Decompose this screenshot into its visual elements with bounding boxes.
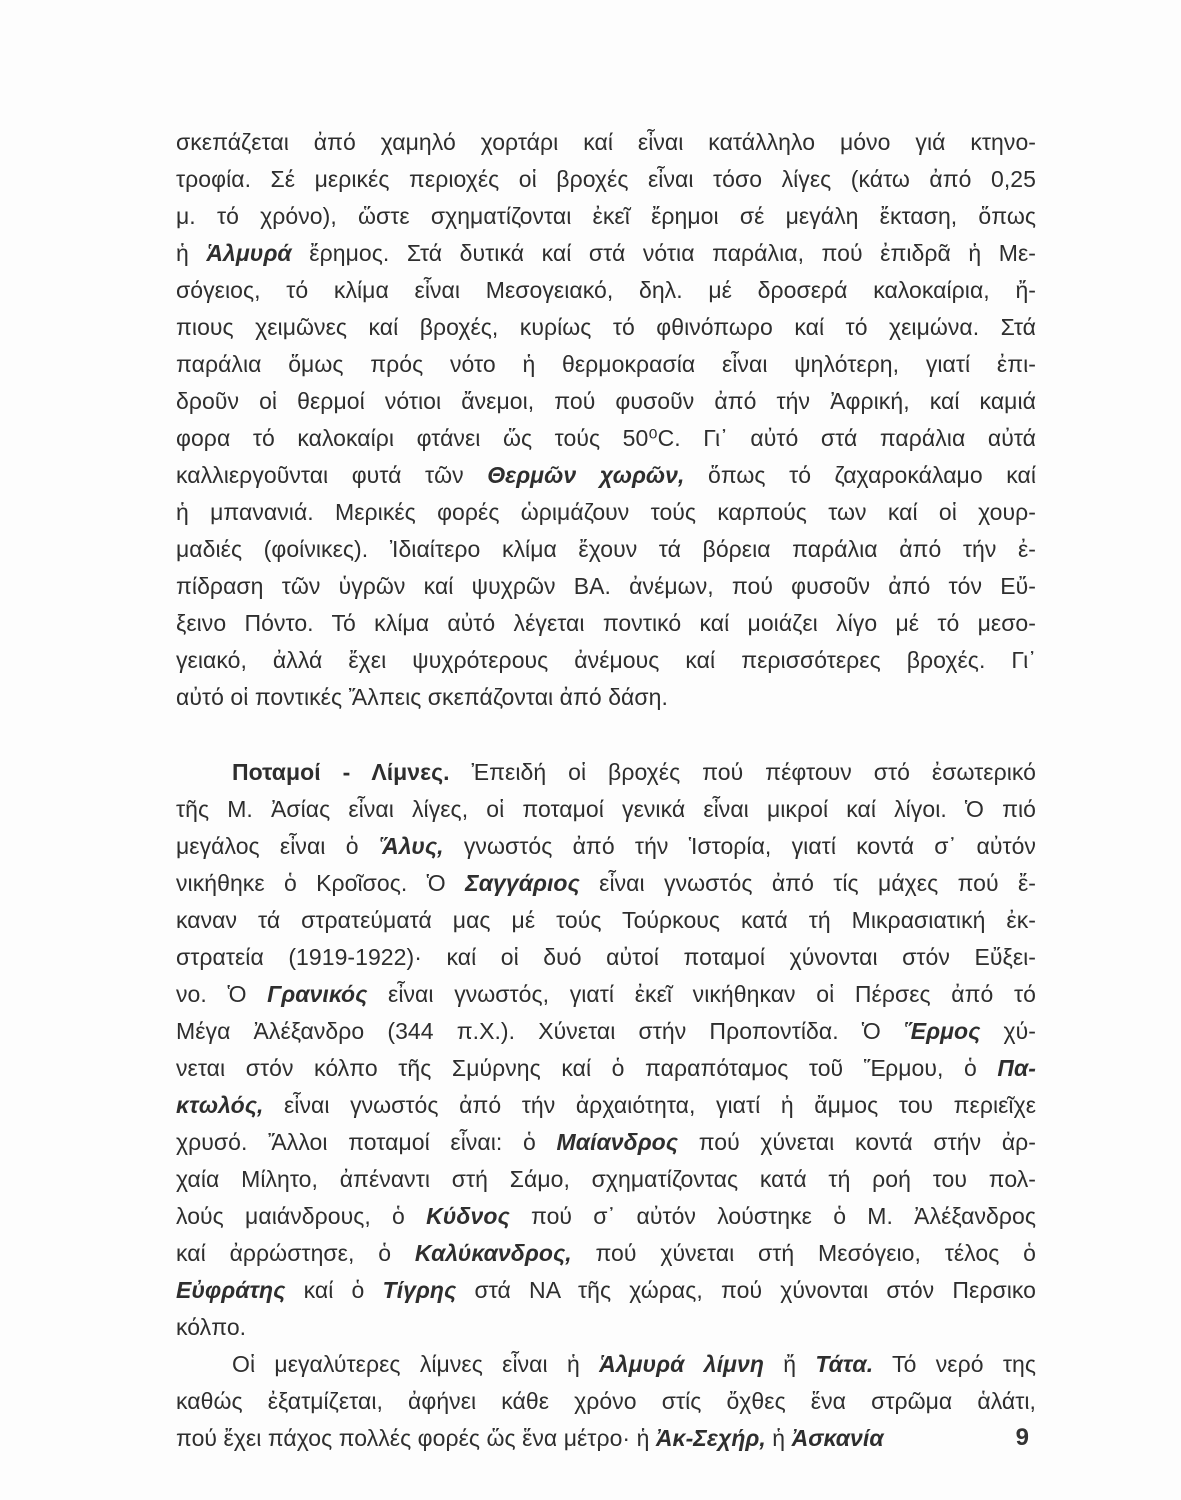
text-run: στρατεία (1919-1922)· καί οἱ δυό αὐτοί ποταμοί χύνονται στόν Εὔξει-	[176, 944, 1036, 970]
text-line	[176, 1161, 1036, 1198]
text-run: νεται στόν κόλπο τῆς Σμύρνης καί ὁ παραπόταμος τοῦ Ἕρμου, ὁ	[176, 1055, 998, 1081]
text-line	[176, 1309, 1036, 1346]
page-number: 9	[1015, 1424, 1029, 1451]
text-line	[176, 754, 1036, 791]
text-run: νικήθηκε ὁ Κροῖσος. Ὁ	[176, 870, 466, 896]
text-line	[176, 1235, 1036, 1272]
text-run: καθώς ἐξατμίζεται, ἀφήνει κάθε χρόνο στίς ὄχθες ἕνα στρῶμα ἁλάτι,	[176, 1388, 1036, 1414]
text-line	[176, 976, 1036, 1013]
text-line	[176, 531, 1036, 568]
text-run: ὅπως τό ζαχαροκάλαμο καί	[684, 462, 1036, 488]
emphasized-term: Σαγγάριος	[465, 870, 580, 896]
text-run: αὐτό οἱ ποντικές Ἄλπεις σκεπάζονται ἀπό δάση.	[176, 684, 668, 710]
emphasized-term: Ἀκ-Σεχήρ,	[655, 1425, 766, 1451]
paragraph-climate	[176, 124, 1036, 716]
text-line	[176, 1050, 1036, 1087]
text-run: καί ὁ	[285, 1277, 383, 1303]
text-line	[176, 568, 1036, 605]
text-line	[176, 1420, 1036, 1457]
text-run: κόλπο.	[176, 1314, 247, 1340]
text-line	[176, 420, 1036, 457]
text-line	[176, 865, 1036, 902]
text-run: πού σ᾽ αὐτόν λούστηκε ὁ Μ. Ἀλέξανδρος	[509, 1203, 1036, 1229]
text-run: φορα τό καλοκαίρι φτάνει ὥς τούς 50⁰C. Γι᾽ αὐτό στά παράλια αὐτά	[176, 425, 1036, 451]
emphasized-term: Τάτα.	[815, 1351, 874, 1377]
text-run: σόγειος, τό κλίμα εἶναι Μεσογειακό, δηλ. μέ δροσερά καλοκαίρια, ἤ-	[176, 277, 1036, 303]
emphasized-term: Γρανικός	[267, 981, 368, 1007]
text-run: πού χύνεται κοντά στήν ἀρ-	[678, 1129, 1036, 1155]
text-line	[176, 494, 1036, 531]
text-line	[176, 457, 1036, 494]
emphasized-term: Ἅλυς,	[378, 833, 444, 859]
text-run: σκεπάζεται ἀπό χαμηλό χορτάρι καί εἶναι κατάλληλο μόνο γιά κτηνο-	[176, 129, 1036, 155]
text-line	[176, 679, 1036, 716]
text-run: ἔρημος. Στά δυτικά καί στά νότια παράλια, πού ἐπιδρᾶ ἡ Με-	[291, 240, 1036, 266]
text-line	[176, 791, 1036, 828]
paragraph-rivers-lakes	[176, 754, 1036, 1346]
text-line	[176, 642, 1036, 679]
text-run: πίδραση τῶν ὑγρῶν καί ψυχρῶν ΒΑ. ἀνέμων, πού φυσοῦν ἀπό τόν Εὔ-	[176, 573, 1036, 599]
text-run: ἤ	[763, 1351, 816, 1377]
text-line	[176, 235, 1036, 272]
emphasized-term: Ἁλμυρά	[206, 240, 292, 266]
text-column	[176, 124, 1036, 1457]
text-line	[176, 198, 1036, 235]
text-run: τῆς Μ. Ἀσίας εἶναι λίγες, οἱ ποταμοί γενικά εἶναι μικροί καί λίγοι. Ὁ πιό	[176, 796, 1036, 822]
text-line	[176, 161, 1036, 198]
text-line	[176, 309, 1036, 346]
text-line	[176, 1272, 1036, 1309]
text-run: μ. τό χρόνο), ὥστε σχηματίζονται ἐκεῖ ἔρημοι σέ μεγάλη ἔκταση, ὅπως	[176, 203, 1036, 229]
text-run: Οἱ μεγαλύτερες λίμνες εἶναι ἡ	[232, 1351, 600, 1377]
text-run: Μέγα Ἀλέξανδρο (344 π.Χ.). Χύνεται στήν Προποντίδα. Ὁ	[176, 1018, 904, 1044]
text-run: πού χύνεται στή Μεσόγειο, τέλος ὁ	[571, 1240, 1036, 1266]
text-run: χαία Μίλητο, ἀπέναντι στή Σάμο, σχηματίζοντας κατά τή ροή του πολ-	[176, 1166, 1036, 1192]
text-run: πιους χειμῶνες καί βροχές, κυρίως τό φθινόπωρο καί τό χειμώνα. Στά	[176, 314, 1036, 340]
text-run: χύ-	[980, 1018, 1036, 1044]
emphasized-term: Ἀσκανία	[791, 1425, 884, 1451]
text-run: τροφία. Σέ μερικές περιοχές οἱ βροχές εἶναι τόσο λίγες (κάτω ἀπό 0,25	[176, 166, 1036, 192]
text-run: ἡ μπανανιά. Μερικές φορές ὡριμάζουν τούς καρπούς των καί οἱ χουρ-	[176, 499, 1036, 525]
text-run: νο. Ὁ	[176, 981, 268, 1007]
text-run: εἶναι γνωστός, γιατί ἐκεῖ νικήθηκαν οἱ Πέρσες ἀπό τό	[367, 981, 1036, 1007]
text-run: δροῦν οἱ θερμοί νότιοι ἄνεμοι, πού φυσοῦν ἀπό τήν Ἀφρική, καί καμιά	[176, 388, 1036, 414]
text-line	[176, 1013, 1036, 1050]
text-line	[176, 1383, 1036, 1420]
text-line	[176, 272, 1036, 309]
text-line	[176, 939, 1036, 976]
text-run: Ἐπειδή οἱ βροχές πού πέφτουν στό ἐσωτερικό	[449, 759, 1036, 785]
text-line	[176, 828, 1036, 865]
emphasized-term: Θερμῶν χωρῶν,	[487, 462, 685, 488]
paragraph-lakes	[176, 1346, 1036, 1457]
emphasized-term: Ἁλμυρά λίμνη	[599, 1351, 764, 1377]
text-run: Τό νερό της	[873, 1351, 1036, 1377]
emphasized-term: Τίγρης	[382, 1277, 457, 1303]
text-run: ἡ	[765, 1425, 792, 1451]
text-run: ξεινο Πόντο. Τό κλίμα αὐτό λέγεται ποντικό καί μοιάζει λίγο μέ τό μεσο-	[176, 610, 1036, 636]
emphasized-term: Πα-	[997, 1055, 1036, 1081]
text-run: στά ΝΑ τῆς χώρας, πού χύνονται στόν Περσικο	[456, 1277, 1036, 1303]
text-run: μεγάλος εἶναι ὁ	[176, 833, 379, 859]
emphasized-term: κτωλός,	[176, 1092, 264, 1118]
text-run: λούς μαιάνδρους, ὁ	[176, 1203, 427, 1229]
text-line	[176, 605, 1036, 642]
emphasized-term: Εὐφράτης	[176, 1277, 286, 1303]
text-run: καί ἀρρώστησε, ὁ	[176, 1240, 415, 1266]
text-run: εἶναι γνωστός ἀπό τήν ἀρχαιότητα, γιατί ἡ ἄμμος του περιεῖχε	[263, 1092, 1036, 1118]
text-run: πού ἔχει πάχος πολλές φορές ὥς ἕνα μέτρο· ἡ	[176, 1425, 656, 1451]
emphasized-term: Ποταμοί - Λίμνες.	[232, 759, 450, 785]
text-run: καναν τά στρατεύματά μας μέ τούς Τούρκους κατά τή Μικρασιατική ἐκ-	[176, 907, 1036, 933]
text-run: ἡ	[176, 240, 207, 266]
emphasized-term: Κύδνος	[426, 1203, 510, 1229]
text-run: εἶναι γνωστός ἀπό τίς μάχες πού ἔ-	[579, 870, 1036, 896]
text-run: μαδιές (φοίνικες). Ἰδιαίτερο κλίμα ἔχουν τά βόρεια παράλια ἀπό τήν ἐ-	[176, 536, 1036, 562]
text-line	[176, 1087, 1036, 1124]
emphasized-term: Ἕρμος	[903, 1018, 981, 1044]
text-line	[176, 902, 1036, 939]
text-line	[176, 1198, 1036, 1235]
text-run: παράλια ὅμως πρός νότο ἡ θερμοκρασία εἶναι ψηλότερη, γιατί ἐπι-	[176, 351, 1036, 377]
text-run: γνωστός ἀπό τήν Ἱστορία, γιατί κοντά σ᾽ αὐτόν	[443, 833, 1036, 859]
paragraph-gap	[176, 716, 1036, 754]
emphasized-term: Καλύκανδρος,	[414, 1240, 572, 1266]
text-line	[176, 1346, 1036, 1383]
text-run: καλλιεργοῦνται φυτά τῶν	[176, 462, 488, 488]
text-line	[176, 346, 1036, 383]
text-run: χρυσό. Ἄλλοι ποταμοί εἶναι: ὁ	[176, 1129, 557, 1155]
emphasized-term: Μαίανδρος	[556, 1129, 679, 1155]
text-run: γειακό, ἀλλά ἔχει ψυχρότερους ἀνέμους καί περισσότερες βροχές. Γι᾽	[176, 647, 1036, 673]
text-line	[176, 1124, 1036, 1161]
text-line	[176, 383, 1036, 420]
text-line	[176, 124, 1036, 161]
